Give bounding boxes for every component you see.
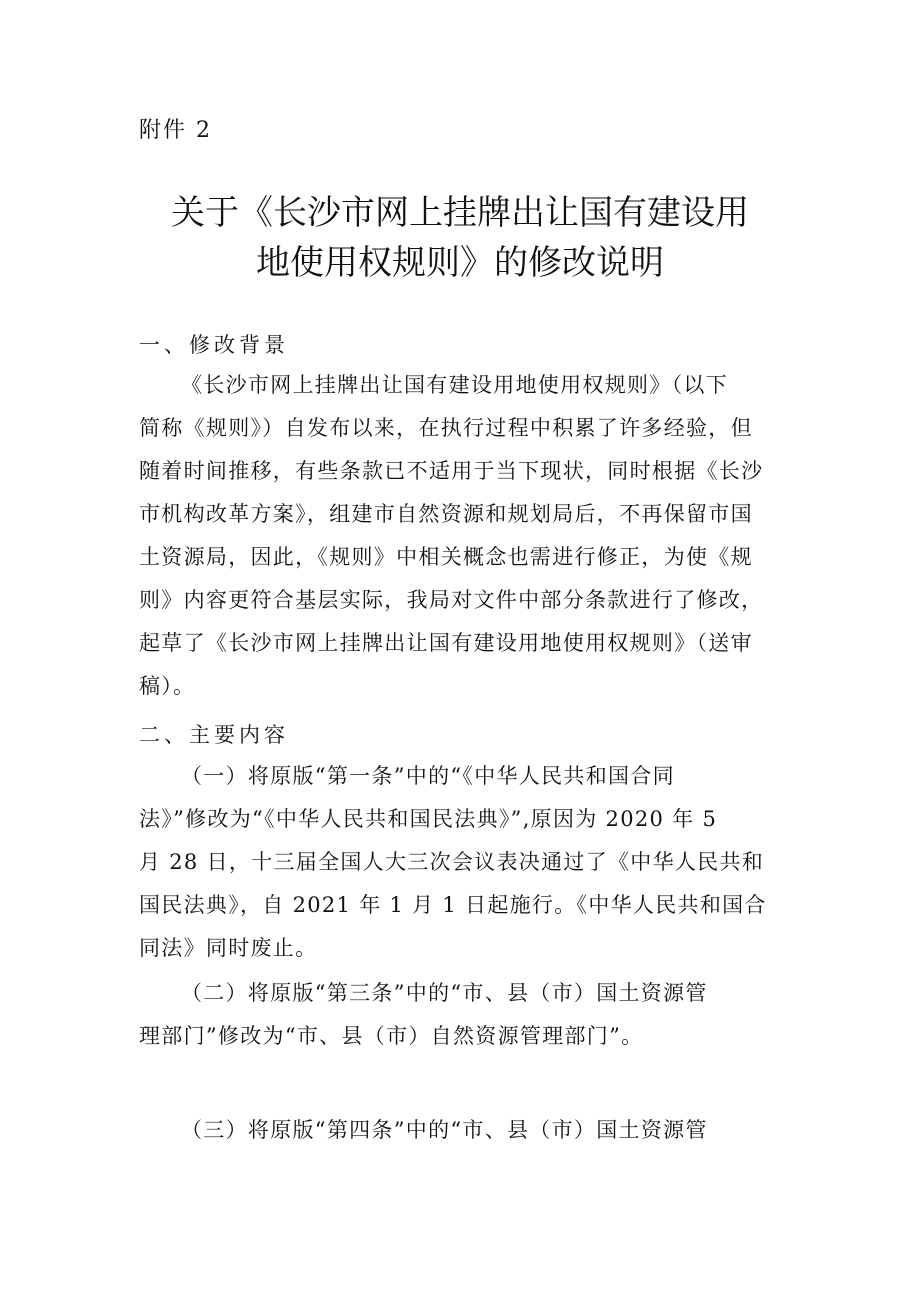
item-2-paragraph bbox=[139, 972, 799, 1058]
paragraph-line: 稿）。 bbox=[139, 674, 196, 698]
title-line-1: 关于《长沙市网上挂牌出让国有建设用 bbox=[171, 193, 749, 233]
paragraph-line: 《长沙市网上挂牌出让国有建设用地使用权规则》（以下 bbox=[181, 373, 728, 397]
paragraph-line: （二）将原版“第三条”中的“市、县（市）国土资源管 bbox=[181, 981, 708, 1005]
paragraph-line: 理部门”修改为“市、县（市）自然资源管理部门”。 bbox=[139, 1024, 644, 1048]
paragraph-line: （一）将原版“第一条”中的“《中华人民共和国合同 bbox=[181, 764, 675, 788]
paragraph-line: 法》”修改为“《中华人民共和国民法典》”,原因为 2020 年 5 bbox=[139, 807, 718, 831]
paragraph-line: 起草了《长沙市网上挂牌出让国有建设用地使用权规则》（送审 bbox=[139, 631, 753, 655]
section-heading-background: 一、修改背景 bbox=[139, 333, 289, 357]
paragraph-line: （三）将原版“第四条”中的“市、县（市）国土资源管 bbox=[181, 1118, 708, 1142]
item-3-paragraph bbox=[139, 1109, 799, 1152]
item-1-paragraph bbox=[139, 755, 799, 970]
paragraph-line: 市机构改革方案》，组建市自然资源和规划局后，不再保留市国 bbox=[139, 502, 753, 526]
paragraph-line: 则》内容更符合基层实际，我局对文件中部分条款进行了修改， bbox=[139, 588, 764, 612]
paragraph-line: 简称《规则》）自发布以来，在执行过程中积累了许多经验，但 bbox=[139, 416, 753, 440]
background-paragraph bbox=[139, 364, 799, 708]
paragraph-line: 月 28 日，十三届全国人大三次会议表决通过了《中华人民共和 bbox=[139, 850, 765, 874]
attachment-label: 附件 2 bbox=[139, 118, 212, 143]
paragraph-line: 土资源局，因此，《规则》中相关概念也需进行修正，为使《规 bbox=[139, 545, 753, 569]
paragraph-line: 同法》同时废止。 bbox=[139, 936, 318, 960]
paragraph-line: 国民法典》，自 2021 年 1 月 1 日起施行。《中华人民共和国合 bbox=[139, 893, 767, 917]
section-heading-main-content: 二、主要内容 bbox=[139, 723, 289, 747]
document-title bbox=[110, 188, 810, 288]
title-line-2: 地使用权规则》的修改说明 bbox=[256, 243, 664, 283]
paragraph-line: 随着时间推移，有些条款已不适用于当下现状，同时根据《长沙 bbox=[139, 459, 764, 483]
